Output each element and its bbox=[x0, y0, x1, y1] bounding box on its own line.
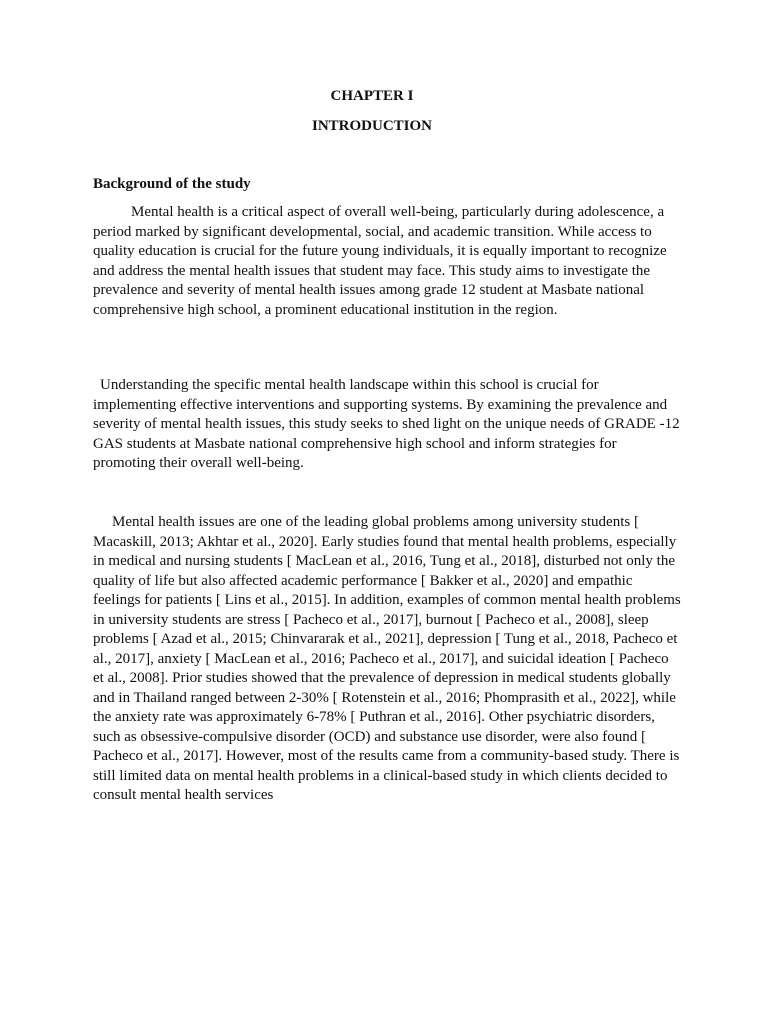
paragraph-background-3: Mental health issues are one of the leading global problems among university students [ Macaskill, 2013; Akhtar et al., 2020]. Early studies found that mental health problems, especially in medical and nursing students [ MacLean et al., 2016, Tung et al., 2018], disturbed not only the quality of life but also affected academic performance [ Bakker et al., 2020] and empathic feelings for patients [ Lins et al., 2015]. In addition, examples of common mental health problems in university students are stress [ Pacheco et al., 2017], burnout [ Pacheco et al., 2008], sleep problems [ Azad et al., 2015; Chinvararak et al., 2021], depression [ Tung et al., 2018, Pacheco et al., 2017], anxiety [ MacLean et al., 2016; Pacheco et al., 2017], and suicidal ideation [ Pacheco et al., 2008]. Prior studies showed that the prevalence of depression in medical students globally and in Thailand ranged between 2-30% [ Rotenstein et al., 2016; Phomprasith et al., 2022], while the anxiety rate was approximately 6-78% [ Puthran et al., 2016]. Other psychiatric disorders, such as obsessive-compulsive disorder (OCD) and substance use disorder, were also found [ Pacheco et al., 2017]. However, most of the results came from a community-based study. There is still limited data on mental health problems in a clinical-based study in which clients decided to consult mental health services bbox=[93, 514, 681, 803]
section-heading: Background of the study bbox=[93, 176, 251, 192]
chapter-label: CHAPTER I bbox=[330, 88, 414, 104]
chapter-title: INTRODUCTION bbox=[311, 118, 432, 134]
paragraph-background-2: Understanding the specific mental health landscape within this school is crucial for implementing effective interventions and supporting systems. By examining the prevalence and severity of mental health issues, this study seeks to shed light on the unique needs of GRADE -12 GAS students at Masbate national comprehensive high school and inform strategies for promoting their overall well-being. bbox=[93, 377, 680, 471]
paragraph-background-1: Mental health is a critical aspect of overall well-being, particularly during adolescence, a period marked by significant developmental, social, and academic transition. While access to quality education is crucial for the future young individuals, it is equally important to recognize and address the mental health issues that student may face. This study aims to investigate the prevalence and severity of mental health issues among grade 12 student at Masbate national comprehensive high school, a prominent educational institution in the region. bbox=[93, 204, 667, 318]
